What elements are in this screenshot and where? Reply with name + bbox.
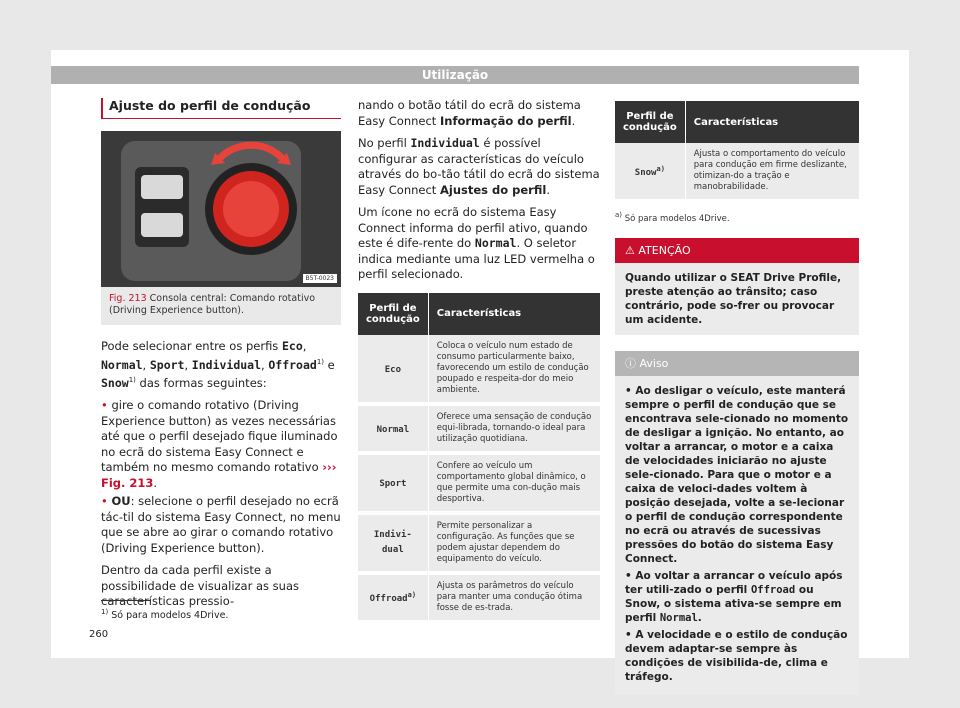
warning-box (615, 238, 859, 335)
table-row: Normal Oferece uma sensação de condução equi-librada, tornando-o ideal para utilização quotidiana. (358, 404, 600, 453)
figure-console (101, 131, 341, 287)
header-features: Características (428, 293, 600, 335)
page-number: 260 (89, 629, 109, 640)
table-row: Eco Coloca o veículo num estado de consumo particularmente baixo, favorecendo um estilo de condução poupado e respeita-dor do meio ambiente. (358, 335, 600, 404)
figure-caption-text: Consola central: Comando rotativo (Driving Experience button). (109, 293, 316, 316)
notice-box (615, 351, 859, 695)
figure-reference-link[interactable]: ››› Fig. 213 (101, 460, 337, 490)
figure-caption (101, 287, 341, 325)
table-header-row (358, 293, 600, 335)
bullet-or: • OU: selecione o perfil desejado no ecrã tác-til do sistema Easy Connect, no menu que se abre ao girar o comando rotativo (Driving Experience button). (101, 494, 341, 555)
notice-bullet: • Ao voltar a arrancar o veículo após ter utili-zado o perfil Offroad ou Snow, o sistema ativa-se sempre em perfil Normal. (625, 569, 843, 624)
footnote-divider (101, 600, 151, 601)
paragraph-each-profile: Dentro da cada perfil existe a possibilidade de visualizar as suas características pressio- (101, 563, 300, 609)
table-header-row (615, 101, 859, 143)
page-footnote: $^{1)}$ Só para modelos 4Drive. (101, 608, 229, 622)
warning-header: ⚠ ATENÇÃO (615, 238, 859, 263)
column-3 (615, 101, 859, 695)
table-row: Snow$^{a)}$ Ajusta o comportamento do veículo para condução em firme deslizante, otimizan-do a tração e manobrabilidade. (615, 143, 859, 201)
console-illustration (101, 131, 341, 287)
notice-header: ⓘ Aviso (615, 351, 859, 376)
table-row: Indivi-dual Permite personalizar a configuração. As funções que se podem ajustar dependem do equipamento do veículo. (358, 513, 600, 573)
page-header: Utilização (51, 66, 859, 84)
header-profile: Perfil de condução (358, 293, 428, 335)
paragraph-individual: No perfil Individual é possível configurar as características do veículo através do bo-tão tátil do ecrã do sistema Easy Connect Ajustes do perfil. (358, 136, 600, 197)
table-footnote: $^{a)}$ Só para modelos 4Drive. (615, 211, 730, 224)
bullet-rotate: • gire o comando rotativo (Driving Experience button) as vezes necessárias até que o perfil desejado fique iluminado no ecrã do sistema Easy Connect e também no mesmo comando rotativo ››› Fig. 213. (101, 398, 338, 490)
figure-label: Fig. 213 (109, 293, 147, 304)
paragraph-info-profile: nando o botão tátil do ecrã do sistema Easy Connect Informação do perfil. (358, 98, 581, 128)
profiles-table-continued (615, 101, 859, 203)
paragraph-icon: Um ícone no ecrã do sistema Easy Connect informa do perfil ativo, quando este é dife-rente do Normal. O seletor indica mediante uma luz LED vermelha o perfil selecionado. (358, 205, 595, 281)
profiles-table (358, 293, 600, 624)
section-title: Ajuste do perfil de condução (101, 98, 341, 119)
notice-bullet: • A velocidade e o estilo de condução devem adaptar-se sempre às condições de visibilida-de, clima e tráfego. (625, 628, 848, 683)
warning-triangle-icon: ⚠ (625, 243, 635, 257)
header-features: Características (685, 101, 859, 143)
intro-paragraph: Pode selecionar entre os perfis Eco, Normal, Sport, Individual, Offroad$^{1)}$ e Snow$^{1)}$ das formas seguintes: (101, 339, 335, 390)
warning-text: Quando utilizar o SEAT Drive Profile, preste atenção ao trânsito; caso contrário, pode so-frer ou provocar um acidente. (615, 263, 859, 335)
info-icon: ⓘ (625, 356, 636, 370)
table-row: Sport Confere ao veículo um comportamento global dinâmico, o que permite uma con-dução mais desportiva. (358, 453, 600, 513)
table-row: Offroad$^{a)}$ Ajusta os parâmetros do veículo para manter uma condução ótima fosse de es-trada. (358, 573, 600, 622)
column-1 (101, 98, 341, 617)
figure-id: B5T-0023 (303, 274, 337, 283)
header-profile: Perfil de condução (615, 101, 685, 143)
column-2 (358, 98, 600, 624)
notice-bullet: • Ao desligar o veículo, este manterá sempre o perfil de condução que se encontrava sele-cionado no momento de desligar a ignição. No entanto, ao voltar a arrancar, o motor e a caixa de velocidades iniciarão no ajuste sele-cionado. Para que o motor e a caixa de veloci-dades voltem à posição desejada, volte a se-lecionar o perfil de condução correspondente no ecrã ou através de sucessivas pressões do botão do sistema Easy Connect. (625, 384, 849, 565)
